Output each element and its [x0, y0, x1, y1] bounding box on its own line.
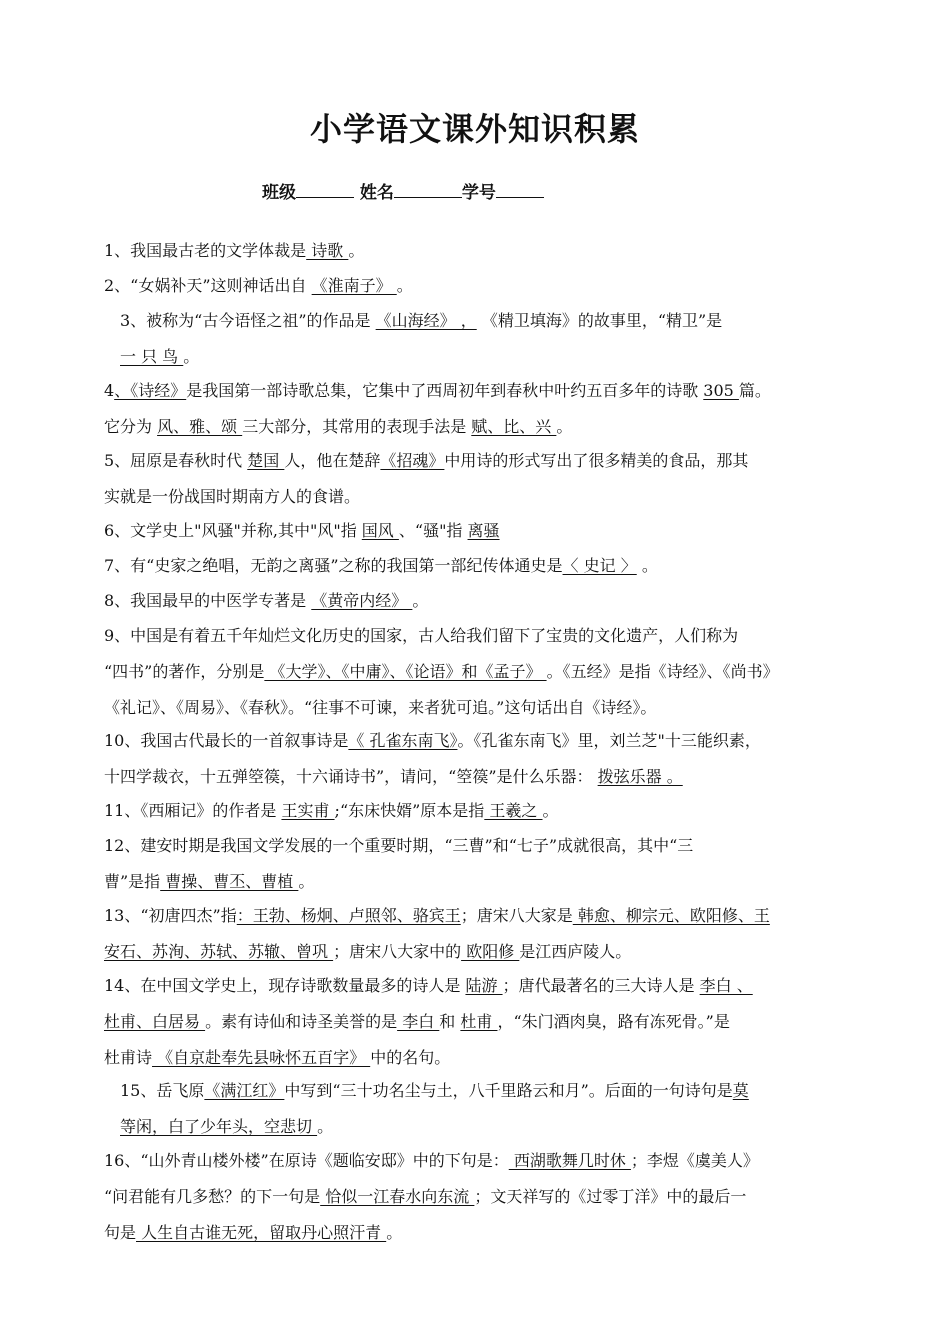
- question-text: 8、我国最早的中医学专著是: [104, 591, 312, 610]
- question-line: [104, 409, 864, 445]
- question-text: 11、《西厢记》的作者是: [104, 801, 282, 820]
- question-line: [104, 723, 864, 759]
- question-line: [104, 479, 864, 515]
- id-label: 学号: [461, 183, 496, 203]
- question-line: [104, 934, 864, 970]
- question-line: [104, 339, 864, 375]
- question-text: “问君能有几多愁？的下一句是: [104, 1187, 321, 1206]
- answer-text: 拨弦乐器 。: [597, 767, 683, 786]
- question-line: [104, 548, 864, 584]
- question-item: [104, 583, 864, 619]
- question-text: 12、建安时期是我国文学发展的一个重要时期，“三曹”和“七子”成就很高，其中“三: [104, 836, 694, 855]
- question-line: [104, 654, 864, 690]
- question-line: [104, 690, 864, 726]
- question-text: ；唐宋八大家是: [460, 906, 573, 925]
- question-text: ；李煜《虞美人》: [630, 1151, 759, 1170]
- question-text: 10、我国古代最长的一首叙事诗是: [104, 731, 349, 750]
- question-text: 6、文学史上"风骚"并称,其中"风"指: [104, 521, 362, 540]
- answer-text: 恰似一江春水向东流: [320, 1187, 475, 1206]
- question-text: 16、“山外青山楼外楼”在原诗《题临安邸》中的下句是：: [104, 1151, 509, 1170]
- question-item: [104, 898, 864, 970]
- question-text: 13、“初唐四杰”指: [104, 906, 237, 925]
- question-text: 十四学裁衣，十五弹箜篌，十六诵诗书”，请问，“箜篌”是什么乐器：: [104, 767, 598, 786]
- question-text: 。: [412, 591, 429, 610]
- question-item: [104, 373, 864, 445]
- question-text: 。: [636, 556, 658, 575]
- question-text: 《礼记》、《周易》、《春秋》。“往事不可谏，来者犹可追。”这句话出自《诗经》。: [104, 698, 657, 717]
- question-line: [104, 233, 864, 269]
- answer-text: 西湖歌舞几时休: [508, 1151, 631, 1170]
- question-text: 1、我国最古老的文学体裁是: [104, 241, 307, 260]
- answer-text: 杜甫、白居易: [104, 1012, 206, 1031]
- question-text: 2、“女娲补天”这则神话出自: [104, 276, 312, 295]
- question-text: 14、在中国文学史上，现存诗歌数量最多的诗人是: [104, 976, 466, 995]
- answer-text: ：王勃、杨炯、卢照邻、骆宾王: [236, 906, 461, 925]
- question-line: [104, 1215, 864, 1251]
- answer-text: 王羲之: [484, 801, 543, 820]
- answer-text: 赋、比、兴: [471, 417, 557, 436]
- answer-text: 《招魂》: [380, 451, 445, 470]
- question-line: [104, 1040, 864, 1076]
- answer-text: 楚国: [247, 451, 285, 470]
- question-text: ；唐宋八大家中的: [333, 942, 462, 961]
- question-text: 杜甫诗: [104, 1048, 153, 1067]
- answer-text: 风、雅、颂: [157, 417, 243, 436]
- question-text: 4: [104, 381, 115, 400]
- answer-text: 韩愈、柳宗元、欧阳修、王: [572, 906, 770, 925]
- question-line: [104, 373, 864, 409]
- class-label: 班级: [262, 183, 296, 203]
- name-label: 姓名: [359, 183, 394, 203]
- question-text: 人，他在楚辞: [284, 451, 381, 470]
- question-text: 。《孔雀东南飞》里，刘兰芝"十三能织素，: [457, 731, 761, 750]
- answer-text: 诗歌: [306, 241, 349, 260]
- question-text: “四书”的著作，分别是: [104, 662, 265, 681]
- answer-text: 《满江红》: [204, 1081, 285, 1100]
- question-text: 篇。: [738, 381, 771, 400]
- question-line: [104, 898, 864, 934]
- answer-text: 安石、苏洵、苏轼、苏辙、曾巩: [104, 942, 334, 961]
- question-line: [104, 1179, 864, 1215]
- question-item: [104, 268, 864, 304]
- question-text: 5、屈原是春秋时代: [104, 451, 248, 470]
- answer-text: 等闲，白了少年头，空悲切: [120, 1117, 318, 1136]
- answer-text: 《自京赴奉先县咏怀五百字》: [152, 1048, 371, 1067]
- question-text: 。: [348, 241, 365, 260]
- question-text: 它分为: [104, 417, 158, 436]
- question-text: 。: [298, 872, 315, 891]
- answer-text: 离骚: [467, 521, 500, 540]
- answer-text: 、《诗经》: [114, 381, 187, 400]
- answer-text: 王实甫: [281, 801, 335, 820]
- question-line: [104, 793, 864, 829]
- answer-text: 欧阳修: [461, 942, 520, 961]
- question-text: 曹”是指: [104, 872, 161, 891]
- answer-text: 李白 、: [699, 976, 753, 995]
- question-line: [104, 583, 864, 619]
- question-text: 7、有“史家之绝唱，无韵之离骚”之称的我国第一部纪传体通史是: [104, 556, 563, 575]
- question-text: ;“东床快婿”原本是指: [334, 801, 485, 820]
- question-line: [104, 443, 864, 479]
- document-title: 小学语文课外知识积累: [309, 110, 640, 148]
- question-item: [104, 723, 864, 795]
- question-text: 是江西庐陵人。: [519, 942, 632, 961]
- question-item: [104, 233, 864, 269]
- answer-text: 〈 史记 〉: [562, 556, 637, 575]
- answer-text: 《 孔雀东南飞》: [348, 731, 458, 750]
- answer-text: 国风: [361, 521, 399, 540]
- answer-text: 305: [703, 381, 739, 400]
- name-blank[interactable]: [394, 180, 462, 198]
- answer-text: 《黄帝内经》: [311, 591, 413, 610]
- question-text: 是我国第一部诗歌总集，它集中了西周初年到春秋中叶约五百多年的诗歌: [186, 381, 704, 400]
- question-text: 。《五经》是指《诗经》、《尚书》: [546, 662, 779, 681]
- question-text: 中用诗的形式写出了很多精美的食品，那其: [444, 451, 749, 470]
- question-item: [104, 968, 864, 1076]
- question-line: [104, 828, 864, 864]
- question-text: 。: [556, 417, 573, 436]
- question-text: 句是: [104, 1223, 137, 1242]
- question-item: [104, 1073, 864, 1145]
- answer-text: 《淮南子》: [311, 276, 397, 295]
- question-text: 。: [386, 1223, 403, 1242]
- answer-text: 《山海经》 ，: [375, 311, 477, 330]
- question-text: 3、被称为“古今语怪之祖”的作品是: [120, 311, 376, 330]
- answer-text: 《大学》、《中庸》、《论语》和《孟子》: [264, 662, 547, 681]
- student-info-line: [262, 178, 544, 203]
- question-text: 三大部分，其常用的表现手法是: [242, 417, 472, 436]
- question-item: [104, 303, 864, 375]
- question-line: [104, 759, 864, 795]
- question-item: [104, 513, 864, 549]
- question-item: [104, 443, 864, 515]
- question-item: [104, 828, 864, 900]
- question-text: 。: [317, 1117, 334, 1136]
- question-line: [104, 1073, 864, 1109]
- class-blank[interactable]: [296, 180, 354, 198]
- question-text: 9、中国是有着五千年灿烂文化历史的国家，古人给我们留下了宝贵的文化遗产，人们称为: [104, 626, 739, 645]
- question-text: 中的名句。: [370, 1048, 451, 1067]
- question-text: 。: [183, 347, 200, 366]
- question-item: [104, 793, 864, 829]
- question-text: 15、岳飞原: [120, 1081, 205, 1100]
- question-line: [104, 618, 864, 654]
- question-text: 《精卫填海》的故事里，“精卫”是: [476, 311, 723, 330]
- question-text: 中写到“三十功名尘与土，八千里路云和月”。后面的一句诗句是: [284, 1081, 733, 1100]
- question-text: ；文天祥写的《过零丁洋》中的最后一: [474, 1187, 747, 1206]
- question-line: [104, 303, 864, 339]
- question-item: [104, 618, 864, 726]
- id-blank[interactable]: [496, 180, 544, 198]
- question-text: ，“朱门酒肉臭，路有冻死骨。”是: [497, 1012, 730, 1031]
- question-line: [104, 268, 864, 304]
- question-text: 实就是一份战国时期南方人的食谱。: [104, 487, 361, 506]
- answer-text: 一 只 鸟: [120, 347, 184, 366]
- question-line: [104, 513, 864, 549]
- question-line: [104, 1143, 864, 1179]
- answer-text: 莫: [732, 1081, 749, 1100]
- question-text: 、“骚"指: [398, 521, 468, 540]
- question-line: [104, 1004, 864, 1040]
- question-text: 和: [439, 1012, 461, 1031]
- question-line: [104, 864, 864, 900]
- question-text: 。: [396, 276, 413, 295]
- question-line: [104, 968, 864, 1004]
- answer-text: 陆游: [465, 976, 503, 995]
- answer-text: 杜甫: [460, 1012, 498, 1031]
- question-text: 。素有诗仙和诗圣美誉的是: [205, 1012, 398, 1031]
- question-text: ；唐代最著名的三大诗人是: [502, 976, 700, 995]
- question-item: [104, 548, 864, 584]
- question-line: [104, 1109, 864, 1145]
- answer-text: 曹操、曹丕、曹植: [160, 872, 299, 891]
- question-text: 。: [542, 801, 559, 820]
- question-item: [104, 1143, 864, 1251]
- answer-text: 李白: [397, 1012, 440, 1031]
- answer-text: 人生自古谁无死，留取丹心照汗青: [136, 1223, 387, 1242]
